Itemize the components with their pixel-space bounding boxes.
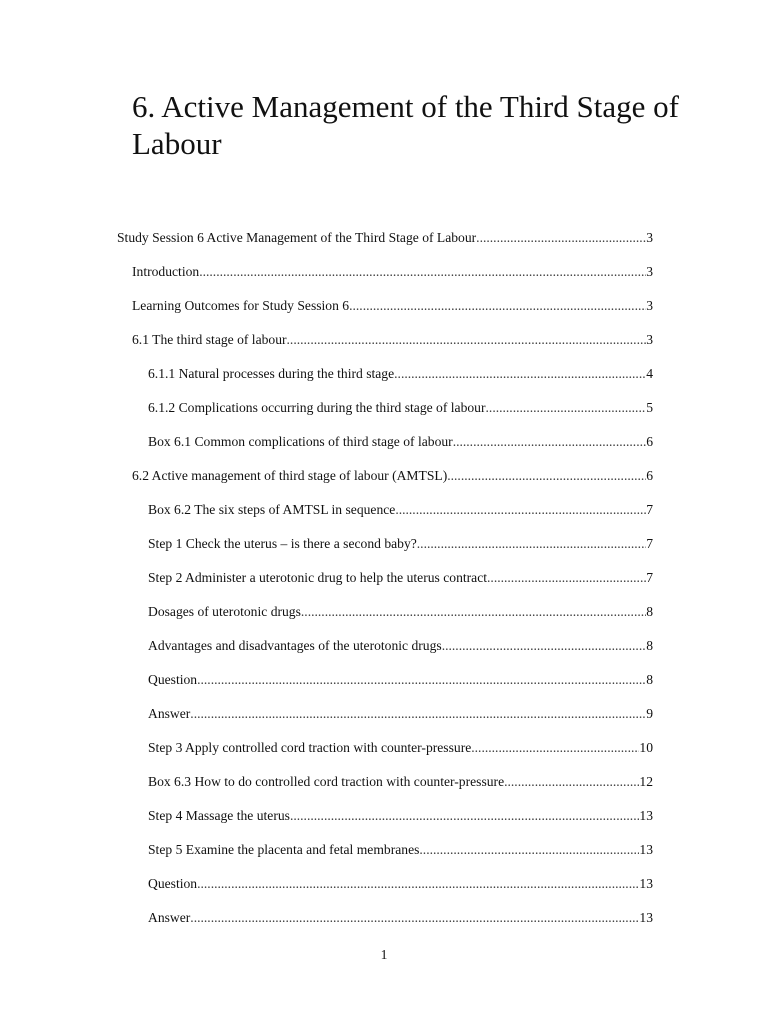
toc-entry-page: 12 bbox=[639, 774, 653, 789]
toc-dot-leader bbox=[486, 398, 647, 418]
toc-entry[interactable] bbox=[0, 432, 653, 466]
page-number: 1 bbox=[380, 947, 388, 962]
toc-entry-text: Question bbox=[148, 672, 198, 687]
toc-entry-page: 3 bbox=[646, 264, 653, 279]
toc-entry-text: Answer bbox=[148, 706, 191, 721]
toc-entry[interactable] bbox=[0, 500, 653, 534]
toc-entry-page: 8 bbox=[646, 604, 653, 619]
toc-entry-page: 10 bbox=[639, 740, 653, 755]
toc-dot-leader bbox=[447, 466, 646, 486]
toc-dot-leader bbox=[197, 670, 646, 690]
toc-entry-text: Answer bbox=[148, 910, 191, 925]
toc-entry-page: 8 bbox=[646, 672, 653, 687]
toc-entry-page: 7 bbox=[646, 570, 653, 585]
toc-entry-text: Box 6.1 Common complications of third stage of labour bbox=[148, 434, 453, 449]
toc-entry[interactable] bbox=[0, 908, 653, 942]
toc-entry[interactable] bbox=[0, 398, 653, 432]
toc-entry-page: 5 bbox=[646, 400, 653, 415]
toc-entry-page: 7 bbox=[646, 536, 653, 551]
toc-entry-text: Advantages and disadvantages of the uterotonic drugs bbox=[148, 638, 442, 653]
toc-entry-text: 6.1.2 Complications occurring during the third stage of labour bbox=[148, 400, 486, 415]
toc-entry-page: 3 bbox=[646, 230, 653, 245]
toc-dot-leader bbox=[190, 908, 639, 928]
toc-entry-page: 4 bbox=[646, 366, 653, 381]
toc-entry-text: Box 6.3 How to do controlled cord traction with counter-pressure bbox=[148, 774, 505, 789]
toc-entry-page: 7 bbox=[646, 502, 653, 517]
toc-entry[interactable] bbox=[0, 738, 653, 772]
toc-entry-page: 3 bbox=[646, 298, 653, 313]
toc-entry-page: 9 bbox=[646, 706, 653, 721]
toc-entry-text: Step 2 Administer a uterotonic drug to help the uterus contract bbox=[148, 570, 488, 585]
toc-entry-page: 8 bbox=[646, 638, 653, 653]
toc-dot-leader bbox=[349, 296, 646, 316]
toc-entry[interactable] bbox=[0, 874, 653, 908]
toc-entry[interactable] bbox=[0, 704, 653, 738]
toc-dot-leader bbox=[395, 500, 646, 520]
toc-entry[interactable] bbox=[0, 330, 653, 364]
toc-dot-leader bbox=[290, 806, 639, 826]
toc-dot-leader bbox=[453, 432, 647, 452]
table-of-contents bbox=[0, 228, 768, 942]
toc-entry-text: Step 5 Examine the placenta and fetal membranes bbox=[148, 842, 420, 857]
toc-dot-leader bbox=[471, 738, 639, 758]
toc-entry[interactable] bbox=[0, 670, 653, 704]
document-title: 6. Active Management of the Third Stage of Labour bbox=[132, 89, 679, 161]
toc-dot-leader bbox=[199, 262, 646, 282]
toc-entry[interactable] bbox=[0, 636, 653, 670]
toc-entry-text: Step 3 Apply controlled cord traction with counter-pressure bbox=[148, 740, 472, 755]
toc-dot-leader bbox=[504, 772, 639, 792]
toc-dot-leader bbox=[394, 364, 646, 384]
toc-entry-text: Box 6.2 The six steps of AMTSL in sequence bbox=[148, 502, 396, 517]
toc-dot-leader bbox=[487, 568, 646, 588]
toc-entry[interactable] bbox=[0, 262, 653, 296]
toc-entry-page: 3 bbox=[646, 332, 653, 347]
toc-entry[interactable] bbox=[0, 772, 653, 806]
toc-entry-text: Dosages of uterotonic drugs bbox=[148, 604, 301, 619]
toc-entry-text: Question bbox=[148, 876, 198, 891]
toc-entry-text: 6.1.1 Natural processes during the third stage bbox=[148, 366, 395, 381]
toc-entry-text: Introduction bbox=[132, 264, 200, 279]
toc-dot-leader bbox=[419, 840, 639, 860]
toc-entry-text: Step 1 Check the uterus – is there a second baby? bbox=[148, 536, 417, 551]
toc-entry-text: 6.1 The third stage of labour bbox=[132, 332, 287, 347]
toc-entry[interactable] bbox=[0, 602, 653, 636]
toc-entry-page: 13 bbox=[639, 910, 653, 925]
toc-entry[interactable] bbox=[0, 296, 653, 330]
toc-entry[interactable] bbox=[0, 568, 653, 602]
toc-entry[interactable] bbox=[0, 534, 653, 568]
toc-entry[interactable] bbox=[0, 228, 653, 262]
toc-entry[interactable] bbox=[0, 806, 653, 840]
toc-dot-leader bbox=[301, 602, 646, 622]
toc-dot-leader bbox=[417, 534, 646, 554]
toc-entry-text: 6.2 Active management of third stage of labour (AMTSL) bbox=[132, 468, 448, 483]
toc-entry-page: 6 bbox=[646, 434, 653, 449]
toc-dot-leader bbox=[287, 330, 647, 350]
toc-entry-page: 6 bbox=[646, 468, 653, 483]
toc-entry-page: 13 bbox=[639, 876, 653, 891]
toc-entry-text: Learning Outcomes for Study Session 6 bbox=[132, 298, 350, 313]
toc-entry[interactable] bbox=[0, 364, 653, 398]
toc-entry-text: Study Session 6 Active Management of the Third Stage of Labour bbox=[117, 230, 477, 245]
toc-entry-page: 13 bbox=[639, 808, 653, 823]
toc-dot-leader bbox=[197, 874, 639, 894]
toc-dot-leader bbox=[190, 704, 646, 724]
toc-dot-leader bbox=[476, 228, 646, 248]
toc-entry-text: Step 4 Massage the uterus bbox=[148, 808, 290, 823]
toc-entry[interactable] bbox=[0, 466, 653, 500]
toc-entry[interactable] bbox=[0, 840, 653, 874]
toc-entry-page: 13 bbox=[639, 842, 653, 857]
toc-dot-leader bbox=[442, 636, 647, 656]
